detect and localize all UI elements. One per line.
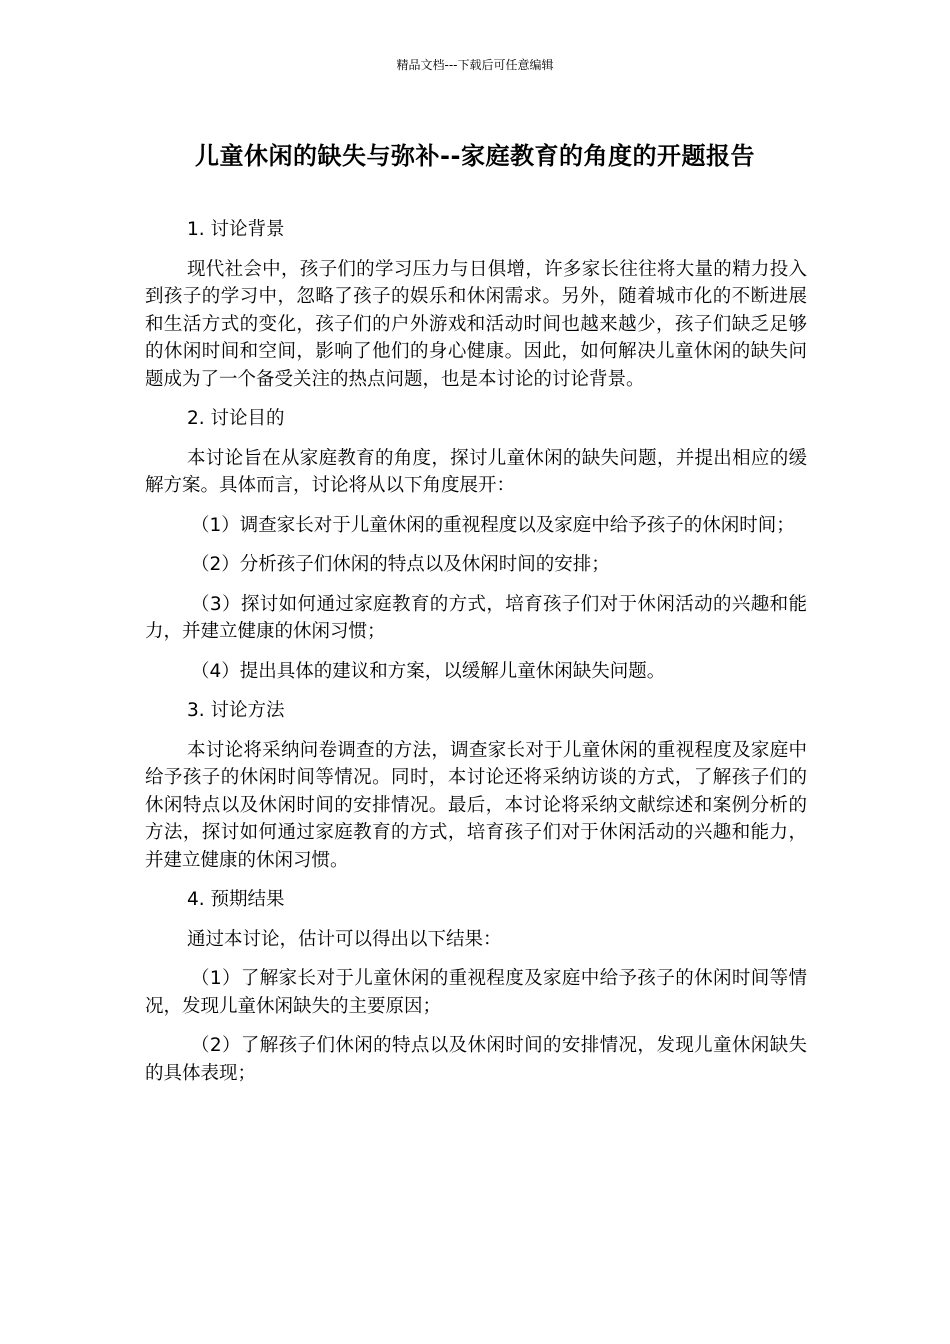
- section-heading: 2. 讨论目的: [187, 408, 285, 429]
- list-item: （4）提出具体的建议和方案，以缓解儿童休闲缺失问题。: [191, 660, 666, 682]
- body-paragraph: 通过本讨论，估计可以得出以下结果：: [187, 928, 502, 950]
- body-paragraph: 现代社会中，孩子们的学习压力与日俱增，许多家长往往将大量的精力投入到孩子的学习中，忽略了孩子的娱乐和休闲需求。另外，随着城市化的不断进展和生活方式的变化，孩子们的户外游戏和活动时间也越来越少，孩子们缺乏足够的休闲时间和空间，影响了他们的身心健康。因此，如何解决儿童休闲的缺失问题成为了一个备受关注的热点问题，也是本讨论的讨论背景。: [145, 258, 807, 390]
- document-title: 儿童休闲的缺失与弥补--家庭教育的角度的开题报告: [195, 142, 755, 170]
- list-item: （1）调查家长对于儿童休闲的重视程度以及家庭中给予孩子的休闲时间；: [191, 514, 795, 536]
- document-body: [145, 216, 807, 1099]
- section-heading: 3. 讨论方法: [187, 700, 285, 721]
- header-note: 精品文档---下载后可任意编辑: [396, 58, 554, 72]
- list-item: （1）了解家长对于儿童休闲的重视程度及家庭中给予孩子的休闲时间等情况，发现儿童休闲缺失的主要原因；: [145, 968, 807, 1017]
- section-heading: 1. 讨论背景: [187, 219, 285, 240]
- body-paragraph: 本讨论旨在从家庭教育的角度，探讨儿童休闲的缺失问题，并提出相应的缓解方案。具体而言，讨论将从以下角度展开：: [145, 447, 807, 496]
- list-item: （3）探讨如何通过家庭教育的方式，培育孩子们对于休闲活动的兴趣和能力，并建立健康的休闲习惯；: [145, 593, 807, 642]
- body-paragraph: 本讨论将采纳问卷调查的方法，调查家长对于儿童休闲的重视程度及家庭中给予孩子的休闲时间等情况。同时，本讨论还将采纳访谈的方式，了解孩子们的休闲特点以及休闲时间的安排情况。最后，本讨论将采纳文献综述和案例分析的方法，探讨如何通过家庭教育的方式，培育孩子们对于休闲活动的兴趣和能力，并建立健康的休闲习惯。: [145, 739, 807, 871]
- list-item: （2）分析孩子们休闲的特点以及休闲时间的安排；: [191, 554, 610, 575]
- section-heading: 4. 预期结果: [187, 889, 285, 910]
- list-item: （2）了解孩子们休闲的特点以及休闲时间的安排情况，发现儿童休闲缺失的具体表现；: [145, 1035, 807, 1084]
